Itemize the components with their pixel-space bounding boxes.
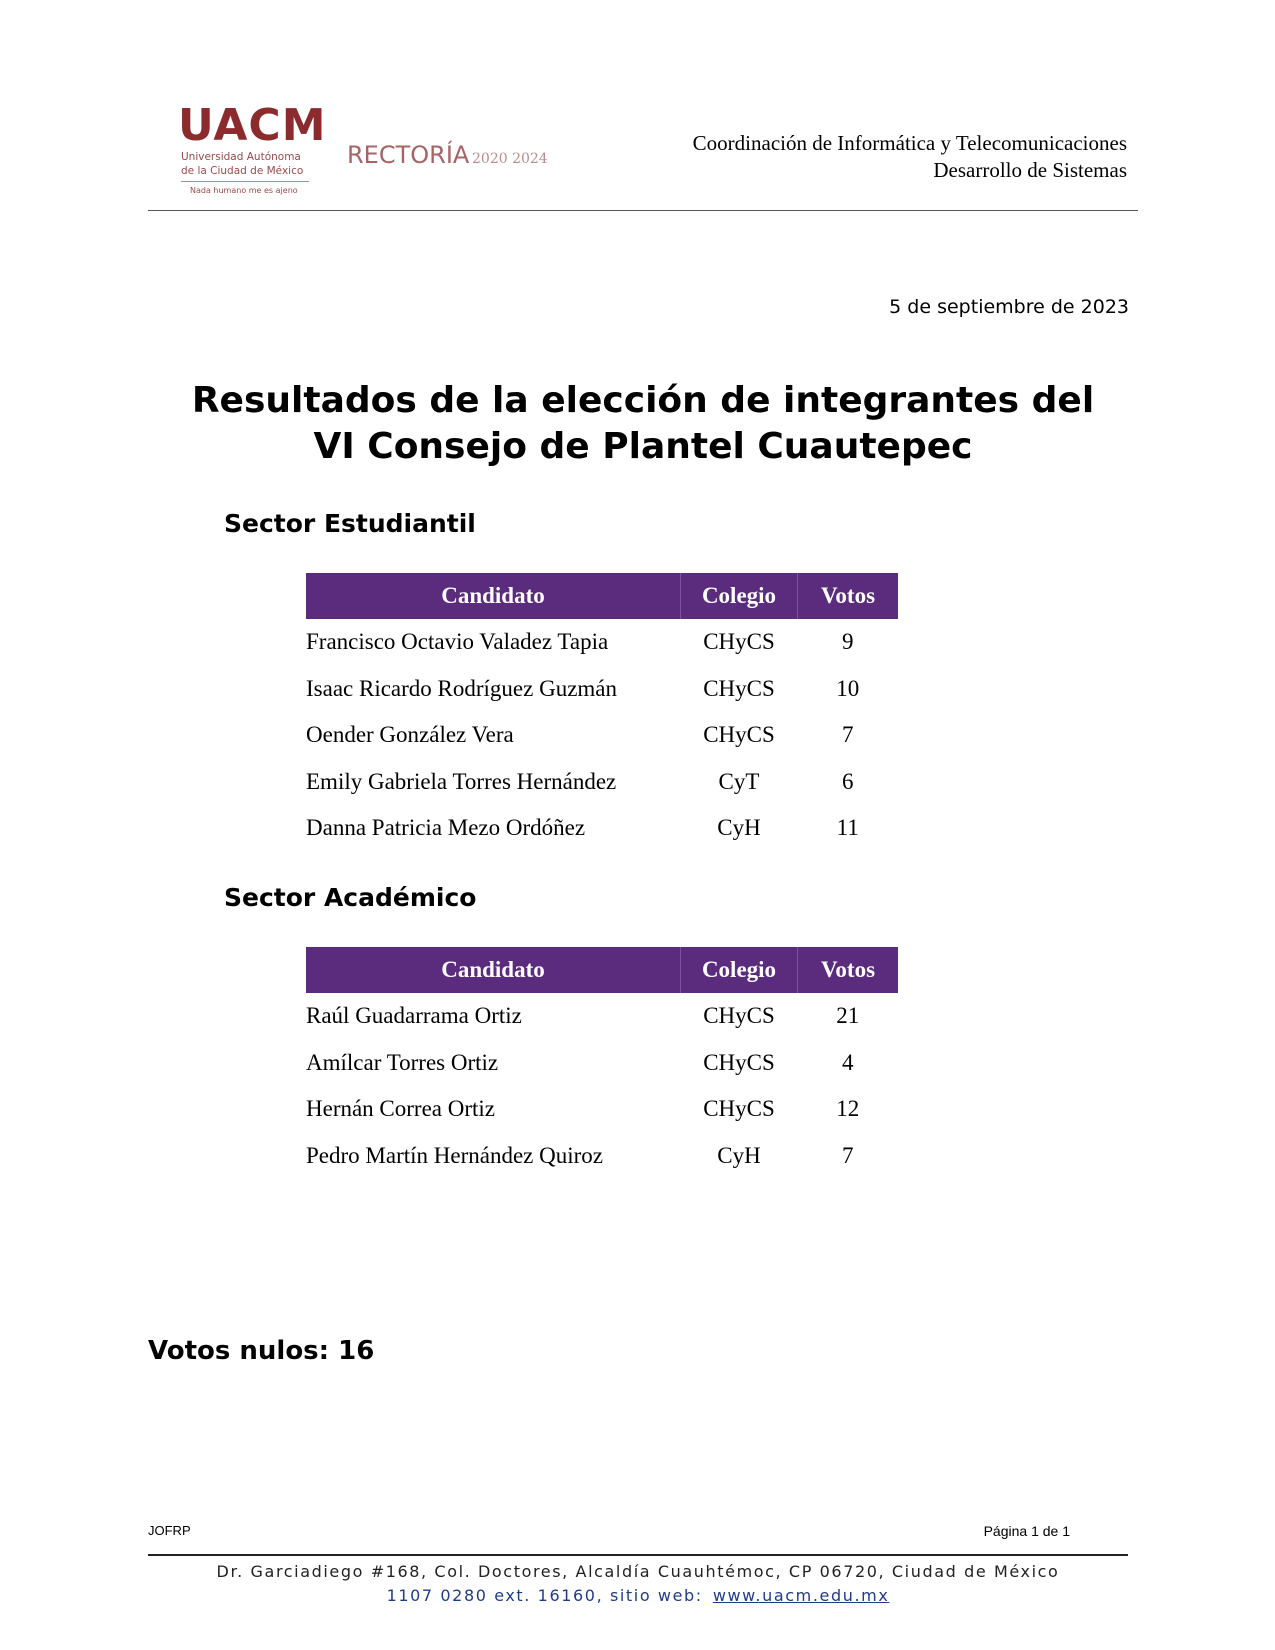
candidate-votes: 9 <box>842 629 854 655</box>
candidate-name: Oender González Vera <box>306 722 514 748</box>
column-header-candidate: Candidato <box>306 947 681 993</box>
table-row <box>306 666 898 713</box>
candidate-name: Pedro Martín Hernández Quiroz <box>306 1142 603 1168</box>
footer-initials: JOFRP <box>148 1523 191 1538</box>
website-link[interactable]: www.uacm.edu.mx <box>712 1586 890 1605</box>
table-row <box>306 805 898 852</box>
candidate-votes: 21 <box>836 1003 860 1029</box>
candidate-name: Amílcar Torres Ortiz <box>306 1049 499 1075</box>
candidate-college: CyH <box>717 815 761 841</box>
null-votes: Votos nulos: 16 <box>148 1336 375 1366</box>
candidate-college: CHyCS <box>703 1049 775 1075</box>
candidate-votes: 10 <box>836 675 860 701</box>
header-line1: Coordinación de Informática y Telecomunicaciones <box>692 131 1127 155</box>
results-table-estudiantil <box>306 573 898 852</box>
candidate-name: Raúl Guadarrama Ortiz <box>306 1003 522 1029</box>
footer-divider <box>148 1554 1128 1556</box>
column-header-college: Colegio <box>681 947 798 993</box>
logo-subtitle-line2: de la Ciudad de México <box>181 165 304 177</box>
sector-heading-academico: Sector Académico <box>224 883 477 912</box>
sector-heading-estudiantil: Sector Estudiantil <box>224 509 476 538</box>
candidate-college: CHyCS <box>703 1003 775 1029</box>
footer-contact <box>148 1586 1128 1605</box>
document-date: 5 de septiembre de 2023 <box>889 296 1129 318</box>
candidate-name: Danna Patricia Mezo Ordóñez <box>306 815 586 841</box>
column-header-votes: Votos <box>798 573 899 619</box>
header-department <box>693 130 1127 184</box>
footer-phone: 1107 0280 ext. 16160, sitio web: <box>386 1586 703 1605</box>
table-row <box>306 1040 898 1087</box>
title-line2: VI Consejo de Plantel Cuautepec <box>313 426 973 467</box>
table-row <box>306 759 898 806</box>
table-row <box>306 993 898 1040</box>
logo-subtitle-line1: Universidad Autónoma <box>181 151 301 163</box>
candidate-name: Isaac Ricardo Rodríguez Guzmán <box>306 675 618 701</box>
page-number: Página 1 de 1 <box>983 1523 1070 1539</box>
candidate-name: Francisco Octavio Valadez Tapia <box>306 629 609 655</box>
header-line2: Desarrollo de Sistemas <box>933 158 1127 182</box>
table-header-row <box>306 947 898 993</box>
candidate-votes: 7 <box>842 1142 854 1168</box>
candidate-college: CHyCS <box>703 1096 775 1122</box>
logo-divider <box>181 181 309 182</box>
logo-years: 2020 2024 <box>472 151 548 167</box>
results-table-academico <box>306 947 898 1179</box>
candidate-votes: 6 <box>842 768 854 794</box>
table-row <box>306 619 898 666</box>
candidate-name: Hernán Correa Ortiz <box>306 1096 496 1122</box>
logo-motto: Nada humano me es ajeno <box>190 186 298 195</box>
candidate-votes: 7 <box>842 722 854 748</box>
header-divider <box>148 210 1138 211</box>
candidate-college: CyH <box>717 1142 761 1168</box>
column-header-votes: Votos <box>798 947 899 993</box>
candidate-votes: 4 <box>842 1049 854 1075</box>
candidate-college: CHyCS <box>703 675 775 701</box>
logo-uacm-text: UACM <box>178 100 327 151</box>
candidate-college: CHyCS <box>703 629 775 655</box>
table-row <box>306 1133 898 1180</box>
candidate-college: CyT <box>718 768 760 794</box>
candidate-votes: 12 <box>836 1096 860 1122</box>
column-header-candidate: Candidato <box>306 573 681 619</box>
candidate-college: CHyCS <box>703 722 775 748</box>
table-row <box>306 712 898 759</box>
table-header-row <box>306 573 898 619</box>
page-title <box>148 378 1138 470</box>
column-header-college: Colegio <box>681 573 798 619</box>
title-line1: Resultados de la elección de integrantes del <box>191 380 1095 421</box>
logo-rectoria: RECTORÍA <box>347 141 470 169</box>
uacm-logo <box>178 100 558 204</box>
candidate-votes: 11 <box>836 815 859 841</box>
table-row <box>306 1086 898 1133</box>
candidate-name: Emily Gabriela Torres Hernández <box>306 768 617 794</box>
footer-address: Dr. Garciadiego #168, Col. Doctores, Alcaldía Cuauhtémoc, CP 06720, Ciudad de México <box>216 1562 1060 1581</box>
